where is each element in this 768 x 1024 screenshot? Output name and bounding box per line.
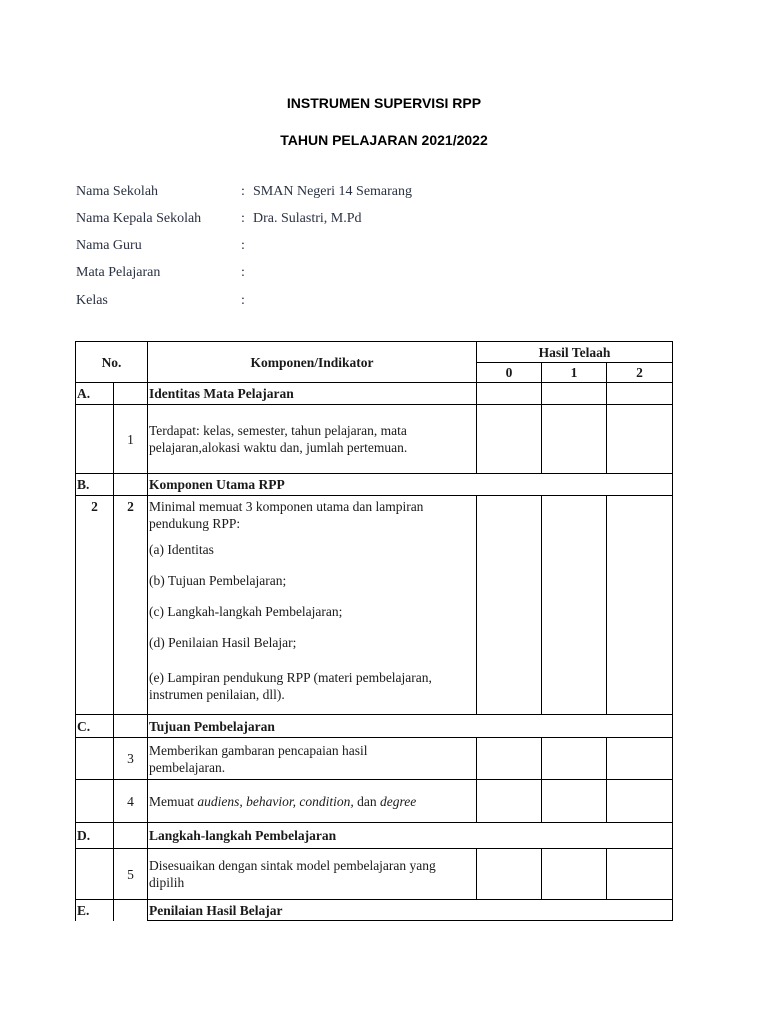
item-text-line: Terdapat: kelas, semester, tahun pelajaran, mata [149,423,407,438]
header-komponen: Komponen/Indikator [250,354,374,370]
info-label: Nama Kepala Sekolah [76,211,202,226]
score-cell[interactable] [607,496,672,714]
section-title: Langkah-langkah Pembelajaran [149,828,337,843]
item-text [149,738,475,779]
document-title: INSTRUMEN SUPERVISI RPP [286,95,482,111]
item-text-middle: dan [353,793,380,809]
score-cell[interactable] [607,738,672,779]
item-text-prefix: Memuat [149,793,198,809]
header-score-0: 0 [505,365,513,380]
info-label: Kelas [76,293,108,308]
item-text-italic: audiens, behavior, condition, [197,793,354,809]
sub-item-b: (b) Tujuan Pembelajaran; [149,573,287,588]
score-cell[interactable] [607,849,672,899]
grid-line [672,341,673,921]
item-text-line: dipilih [149,875,185,890]
header-score-1: 1 [570,365,578,380]
score-cell[interactable] [477,738,541,779]
info-value: Dra. Sulastri, M.Pd [253,211,362,226]
item-text [149,849,475,899]
score-cell[interactable] [542,780,606,822]
section-letter: C. [77,718,91,734]
section-title: Identitas Mata Pelajaran [149,386,294,401]
section-title: Penilaian Hasil Belajar [149,902,283,918]
item-number: 5 [127,866,134,882]
score-cell[interactable] [542,496,606,714]
info-colon: : [241,265,245,280]
score-cell[interactable] [542,405,606,473]
score-cell[interactable] [542,738,606,779]
header-score-2: 2 [636,365,643,380]
item-text-line: Minimal memuat 3 komponen utama dan lampiran [149,499,424,514]
sub-item-e: (e) Lampiran pendukung RPP (materi pembelajaran, [149,670,432,685]
document-subtitle: TAHUN PELAJARAN 2021/2022 [280,132,488,148]
header-hasil-telaah: Hasil Telaah [538,344,611,360]
item-number: 3 [127,751,134,766]
score-cell[interactable] [477,780,541,822]
item-text-line: pelajaran,alokasi waktu dan, jumlah pertemuan. [149,440,408,455]
item-text-line: pendukung RPP: [149,516,241,531]
section-letter: D. [77,828,91,843]
info-colon: : [241,238,245,253]
item-text-line: Disesuaikan dengan sintak model pembelajaran yang [149,858,436,873]
grid-line [147,341,148,921]
section-letter: E. [77,902,90,918]
section-letter: B. [77,477,90,492]
section-letter: A. [77,386,91,401]
item-text [149,405,475,473]
header-no: No. [101,354,122,370]
info-label: Nama Sekolah [76,184,159,199]
grid-line [147,920,673,921]
score-cell[interactable] [477,849,541,899]
item-number: 4 [127,793,134,809]
item-text-italic-end: degree [379,793,417,809]
info-label: Nama Guru [76,238,142,253]
info-value: SMAN Negeri 14 Semarang [253,184,413,199]
item-number: 2 [127,499,134,514]
sub-item-d: (d) Penilaian Hasil Belajar; [149,635,297,650]
info-colon: : [241,184,245,199]
info-colon: : [241,211,245,226]
score-cell[interactable] [542,849,606,899]
item-text-line: pembelajaran. [149,759,226,775]
score-cell[interactable] [607,780,672,822]
item-outer-number: 2 [91,499,98,514]
item-text [149,498,475,713]
score-cell[interactable] [477,496,541,714]
item-text-line: Memberikan gambaran pencapaian hasil [149,742,368,758]
score-cell[interactable] [607,405,672,473]
info-label: Mata Pelajaran [76,265,161,280]
section-title: Tujuan Pembelajaran [149,718,275,734]
sub-item-e-cont: instrumen penilaian, dll). [149,687,285,702]
item-number: 1 [127,431,134,447]
item-text [149,780,475,822]
info-colon: : [241,293,245,308]
sub-item-a: (a) Identitas [149,542,214,557]
score-cell[interactable] [477,405,541,473]
section-title: Komponen Utama RPP [149,477,285,492]
sub-item-c: (c) Langkah-langkah Pembelajaran; [149,604,343,619]
grid-line [75,341,76,921]
